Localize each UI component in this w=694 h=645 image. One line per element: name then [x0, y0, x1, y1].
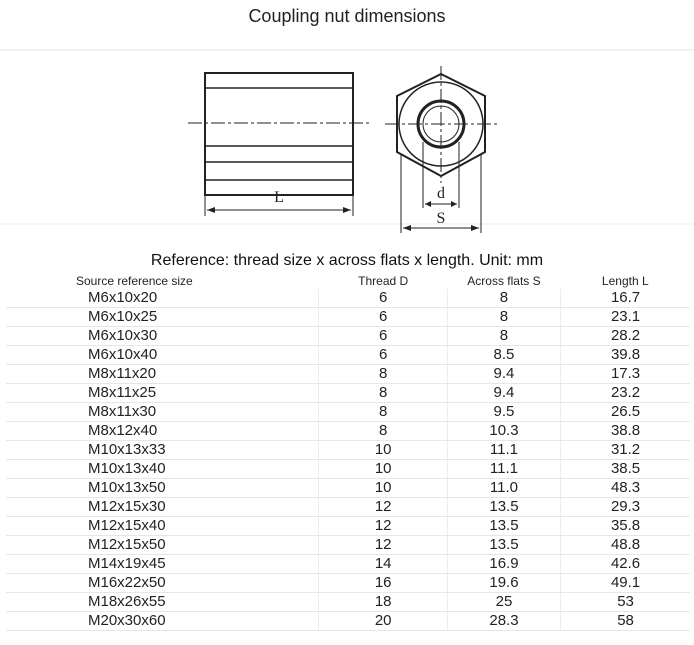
cell-thread: 20	[319, 612, 447, 631]
cell-length: 58	[561, 612, 690, 631]
cell-across-flats: 8.5	[447, 346, 560, 365]
cell-thread: 12	[319, 517, 447, 536]
cell-across-flats: 16.9	[447, 555, 560, 574]
table-row	[6, 498, 690, 517]
cell-thread: 8	[319, 384, 447, 403]
cell-length: 26.5	[561, 403, 690, 422]
cell-size: M10x13x40	[6, 460, 319, 479]
cell-across-flats: 13.5	[447, 517, 560, 536]
end-view	[385, 66, 500, 233]
dimension-L-label: L	[274, 189, 284, 206]
cell-length: 35.8	[561, 517, 690, 536]
cell-across-flats: 13.5	[447, 498, 560, 517]
cell-thread: 10	[319, 479, 447, 498]
cell-across-flats: 9.4	[447, 384, 560, 403]
cell-size: M10x13x50	[6, 479, 319, 498]
table-row	[6, 593, 690, 612]
cell-across-flats: 9.5	[447, 403, 560, 422]
cell-across-flats: 25	[447, 593, 560, 612]
cell-size: M16x22x50	[6, 574, 319, 593]
table-row	[6, 327, 690, 346]
cell-size: M6x10x40	[6, 346, 319, 365]
cell-thread: 6	[319, 346, 447, 365]
table-row	[6, 308, 690, 327]
cell-thread: 8	[319, 403, 447, 422]
table-subtitle: Reference: thread size x across flats x length. Unit: mm	[150, 252, 544, 269]
table-row	[6, 555, 690, 574]
table-row	[6, 346, 690, 365]
cell-size: M12x15x40	[6, 517, 319, 536]
table-row	[6, 460, 690, 479]
table-row	[6, 384, 690, 403]
cell-across-flats: 13.5	[447, 536, 560, 555]
table-row	[6, 289, 690, 308]
cell-across-flats: 28.3	[447, 612, 560, 631]
table-row	[6, 517, 690, 536]
cell-across-flats: 11.1	[447, 460, 560, 479]
cell-length: 49.1	[561, 574, 690, 593]
cell-length: 48.8	[561, 536, 690, 555]
cell-size: M8x11x25	[6, 384, 319, 403]
cell-length: 23.1	[561, 308, 690, 327]
cell-size: M8x12x40	[6, 422, 319, 441]
cell-across-flats: 11.0	[447, 479, 560, 498]
column-header-length: Length L	[601, 273, 649, 288]
table-row	[6, 479, 690, 498]
cell-length: 38.5	[561, 460, 690, 479]
cell-thread: 6	[319, 327, 447, 346]
cell-across-flats: 8	[447, 289, 560, 308]
cell-thread: 18	[319, 593, 447, 612]
dimension-S-label: S	[436, 210, 446, 227]
column-header-size: Source reference size	[76, 273, 193, 288]
cell-across-flats: 8	[447, 308, 560, 327]
cell-size: M12x15x30	[6, 498, 319, 517]
cell-length: 48.3	[561, 479, 690, 498]
cell-length: 16.7	[561, 289, 690, 308]
page-title: Coupling nut dimensions	[248, 6, 446, 26]
table-row	[6, 612, 690, 631]
cell-across-flats: 9.4	[447, 365, 560, 384]
column-header-across-flats: Across flats S	[467, 273, 541, 288]
cell-size: M8x11x30	[6, 403, 319, 422]
cell-thread: 16	[319, 574, 447, 593]
cell-length: 17.3	[561, 365, 690, 384]
table-row	[6, 574, 690, 593]
cell-thread: 8	[319, 422, 447, 441]
cell-length: 53	[561, 593, 690, 612]
cell-size: M6x10x25	[6, 308, 319, 327]
cell-across-flats: 8	[447, 327, 560, 346]
cell-length: 23.2	[561, 384, 690, 403]
table-header-row	[6, 272, 690, 289]
cell-size: M14x19x45	[6, 555, 319, 574]
cell-length: 38.8	[561, 422, 690, 441]
cell-length: 42.6	[561, 555, 690, 574]
table-row	[6, 441, 690, 460]
cell-length: 39.8	[561, 346, 690, 365]
coupling-nut-drawing	[0, 48, 694, 248]
cell-length: 29.3	[561, 498, 690, 517]
cell-thread: 6	[319, 289, 447, 308]
cell-size: M18x26x55	[6, 593, 319, 612]
table-row	[6, 536, 690, 555]
cell-across-flats: 11.1	[447, 441, 560, 460]
table-row	[6, 365, 690, 384]
cell-length: 31.2	[561, 441, 690, 460]
cell-thread: 8	[319, 365, 447, 384]
cell-across-flats: 19.6	[447, 574, 560, 593]
cell-size: M10x13x33	[6, 441, 319, 460]
column-header-thread: Thread D	[358, 273, 409, 288]
dimensions-table	[6, 272, 690, 631]
cell-thread: 10	[319, 441, 447, 460]
cell-length: 28.2	[561, 327, 690, 346]
cell-thread: 6	[319, 308, 447, 327]
dimension-d-label: d	[437, 185, 445, 202]
table-row	[6, 403, 690, 422]
cell-thread: 12	[319, 536, 447, 555]
cell-size: M6x10x20	[6, 289, 319, 308]
cell-thread: 14	[319, 555, 447, 574]
cell-size: M12x15x50	[6, 536, 319, 555]
cell-size: M6x10x30	[6, 327, 319, 346]
table-row	[6, 422, 690, 441]
cell-thread: 10	[319, 460, 447, 479]
cell-across-flats: 10.3	[447, 422, 560, 441]
cell-size: M8x11x20	[6, 365, 319, 384]
cell-size: M20x30x60	[6, 612, 319, 631]
cell-thread: 12	[319, 498, 447, 517]
